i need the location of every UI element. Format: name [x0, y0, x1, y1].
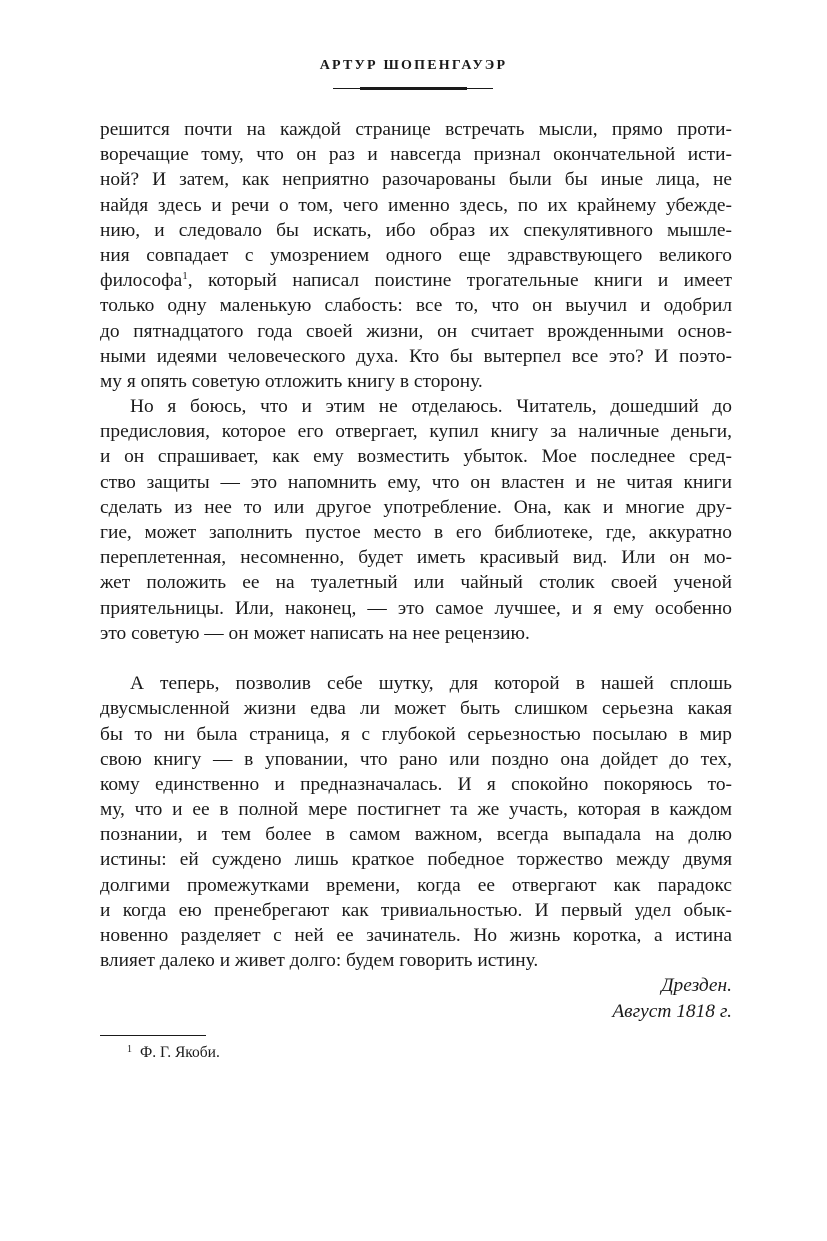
text-line: нию, и следовало бы искать, ибо образ их спекулятивного мышле-	[100, 219, 732, 241]
text-line: жет положить ее на туалетный или чайный столик своей ученой	[100, 572, 732, 594]
text-line: свою книгу — в уповании, что рано или поздно она дойдет до тех,	[100, 748, 732, 770]
text-line: гие, может заполнить пустое место в его библиотеке, где, аккуратно	[100, 522, 732, 543]
signature-date: Август 1818 г.	[612, 1000, 732, 1022]
text-line: предисловия, которое его отвергает, купил книгу за наличные деньги,	[100, 421, 732, 443]
text-line: Но я боюсь, что и этим не отделаюсь. Читатель, дошедший до	[130, 396, 732, 418]
text-line: му я опять советую отложить книгу в сторону.	[100, 370, 483, 392]
text-line: приятельницы. Или, наконец, — это самое лучшее, и я ему особенно	[100, 597, 732, 619]
text-line: влияет далеко и живет долго: будем говорить истину.	[100, 950, 539, 972]
text-line: му, что и ее в полной мере постигнет та же участь, которая в каждом	[100, 799, 732, 821]
text-line: сделать из нее то или другое употребление. Она, как и многие дру-	[100, 496, 732, 518]
text-line: бы то ни была страница, я с глубокой серьезностью посылаю в мир	[100, 723, 732, 745]
footnote	[127, 1044, 220, 1062]
body-text	[100, 117, 732, 1024]
text-line: и когда ею пренебрегают как тривиальностью. И первый удел обык-	[100, 899, 732, 921]
text-line: это советую — он может написать на нее рецензию.	[100, 622, 530, 644]
text-fragment: , который написал поистине трогательные книги и имеет	[187, 270, 732, 292]
text-line: и он спрашивает, как ему возместить убыток. Мое последнее сред-	[100, 446, 732, 468]
text-line: кому единственно и предназначалась. И я спокойно покоряюсь то-	[100, 773, 732, 795]
header-rule-accent	[360, 87, 467, 90]
text-line-with-footnote	[100, 268, 732, 293]
text-line: А теперь, позволив себе шутку, для которой в нашей сплошь	[130, 673, 732, 695]
text-line: ной? И затем, как неприятно разочарованы были бы иные лица, не	[100, 169, 732, 191]
text-line: ния совпадает с умозрением одного еще здравствующего великого	[100, 244, 732, 266]
text-line: двусмысленной жизни едва ли может быть слишком серьезна какая	[100, 698, 732, 720]
text-line: новенно разделяет с ней ее зачинатель. Но жизнь коротка, а истина	[100, 925, 732, 946]
text-line: ство защиты — это напомнить ему, что он властен и не читая книги	[100, 471, 732, 493]
text-line: только одну маленькую слабость: все то, что он выучил и одобрил	[100, 295, 732, 317]
footnote-text: Ф. Г. Якоби.	[140, 1044, 220, 1061]
text-line: ными идеями человеческого духа. Кто бы вытерпел все это? И поэто-	[100, 345, 732, 367]
running-head: АРТУР ШОПЕНГАУЭР	[319, 58, 508, 73]
text-line: долгими промежутками времени, когда ее отвергают как парадокс	[100, 874, 732, 896]
text-line: переплетенная, несомненно, будет иметь красивый вид. Или он мо-	[100, 547, 732, 569]
footnote-rule	[100, 1035, 206, 1036]
signature-place: Дрезден.	[661, 975, 732, 997]
footnote-mark: 1	[127, 1044, 132, 1055]
footnote-reference[interactable]: 1	[182, 270, 188, 283]
text-line: найдя здесь и речи о том, чего именно здесь, по их крайнему убежде-	[100, 194, 732, 216]
text-fragment: философа	[100, 270, 183, 292]
paragraph-gap	[100, 646, 732, 671]
text-line: решится почти на каждой странице встречать мысли, прямо проти-	[100, 119, 732, 140]
text-line: истины: ей суждено лишь краткое победное торжество между двумя	[100, 849, 732, 871]
text-line: познании, и тем более в самом важном, всегда выпадала на долю	[100, 824, 732, 846]
text-line: воречащие тому, что он раз и навсегда признал окончательной исти-	[100, 144, 732, 166]
text-line: до пятнадцатого года своей жизни, он считает врожденными основ-	[100, 320, 732, 342]
